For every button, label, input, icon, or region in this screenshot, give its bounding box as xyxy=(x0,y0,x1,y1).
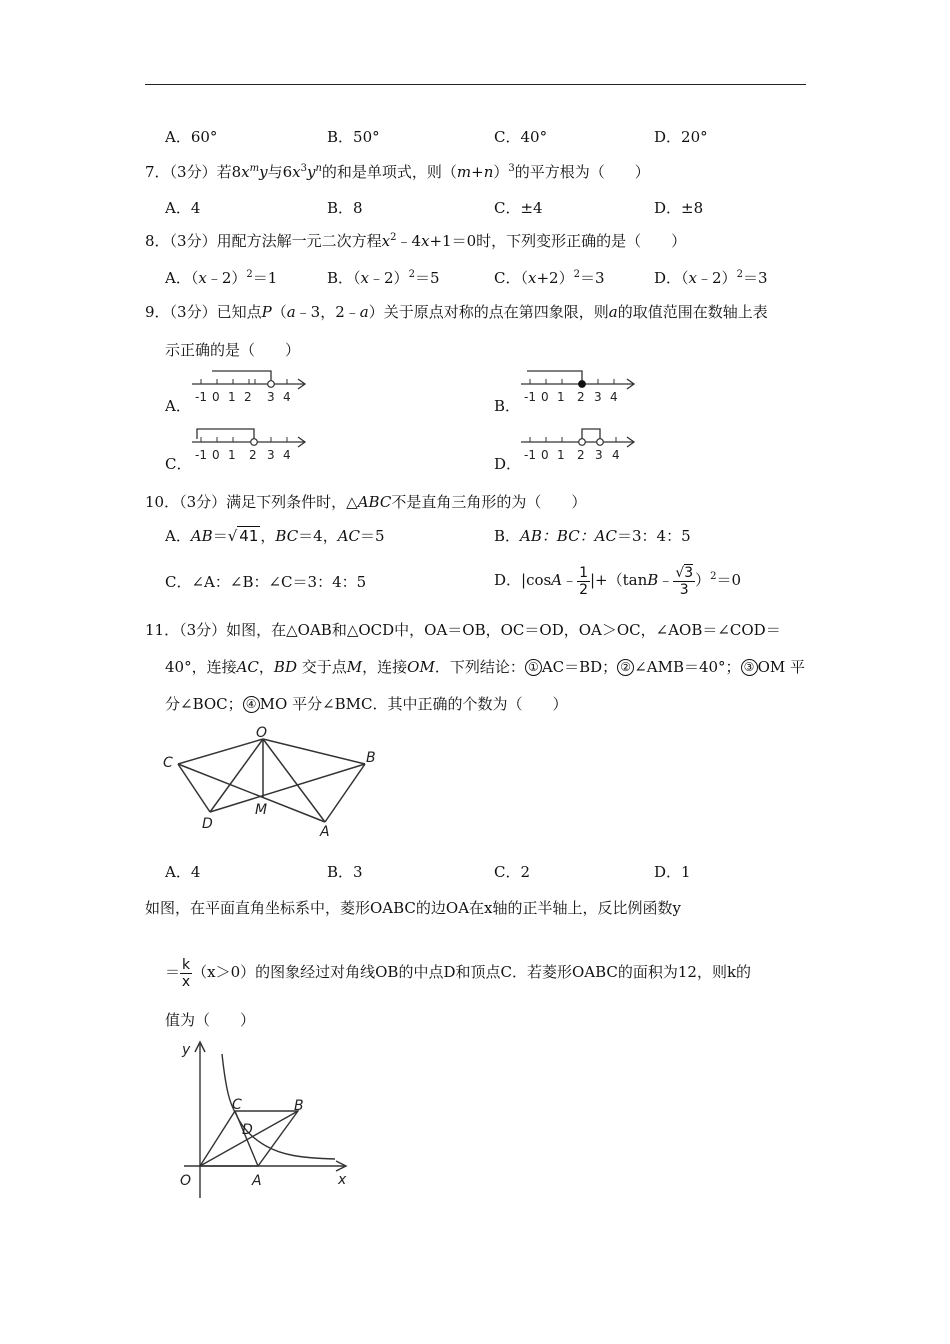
q7-score: （3分） xyxy=(169,163,217,181)
q12-coordinate-figure xyxy=(170,1036,360,1206)
q10-option-a[interactable]: A．AB＝√ 41 ，BC＝4，AC＝5 xyxy=(165,527,385,545)
point-label-d: D xyxy=(202,816,213,832)
point-label-o: O xyxy=(180,1173,192,1189)
svg-text:4: 4 xyxy=(610,390,618,404)
q11-geometry-figure xyxy=(160,722,385,840)
point-label-m: M xyxy=(255,802,268,818)
q11-option-c[interactable]: C．2 xyxy=(494,863,531,881)
q10-option-b[interactable]: B．AB：BC：AC＝3：4：5 xyxy=(494,527,691,545)
q12-stem-line3: 值为（ ） xyxy=(165,1011,256,1029)
q9-numberline-b[interactable] xyxy=(519,366,639,406)
point-label-b: B xyxy=(294,1098,304,1114)
svg-text:3: 3 xyxy=(267,448,275,462)
solution-range xyxy=(527,371,582,381)
q11-stem-line3: 分∠BOC； ④ MO 平分∠BMC．其中正确的个数为（ ） xyxy=(165,695,568,713)
q6-option-b[interactable]: B．50° xyxy=(327,128,380,146)
q8-option-c[interactable]: C．$(x+2)^2=3$ xyxy=(494,269,605,287)
open-point xyxy=(597,439,604,446)
point-label-a: A xyxy=(320,824,330,840)
svg-text:3: 3 xyxy=(594,390,602,404)
point-label-c: C xyxy=(232,1097,242,1113)
svg-text:0: 0 xyxy=(541,390,549,404)
solution-range xyxy=(582,429,600,439)
q7-stem: 7．（3分）若$8x^my$与$6x^3y^n$的和是单项式，则$(m+n)^3$的平方根为（ ） xyxy=(145,163,650,181)
svg-text:4: 4 xyxy=(283,390,291,404)
q7-option-b[interactable]: B．8 xyxy=(327,199,363,217)
svg-text:2: 2 xyxy=(244,390,252,404)
q9-numberline-a[interactable] xyxy=(190,366,310,406)
svg-text:4: 4 xyxy=(612,448,620,462)
q11-option-a[interactable]: A．4 xyxy=(165,863,201,881)
closed-point xyxy=(579,381,586,388)
svg-text:1: 1 xyxy=(557,390,565,404)
q11-stem: 11．（3分）如图，在△OAB和△OCD中，OA＝OB，OC＝OD，OA＞OC，∠AOB＝∠COD＝ xyxy=(145,621,781,639)
solution-range xyxy=(212,371,271,381)
diagonal-ob xyxy=(200,1111,298,1166)
q7-option-d[interactable]: D．±8 xyxy=(654,199,704,217)
q8-option-b[interactable]: B．（x﹣2）$^2$＝5 xyxy=(327,269,440,287)
sqrt-41: √ 41 xyxy=(227,527,259,545)
q9-stem-line2: 示正确的是（ ） xyxy=(165,341,301,359)
q7-option-a[interactable]: A．4 xyxy=(165,199,201,217)
svg-text:2: 2 xyxy=(577,390,585,404)
svg-text:1: 1 xyxy=(228,390,236,404)
svg-text:-1: -1 xyxy=(195,448,207,462)
q6-option-a[interactable]: A．60° xyxy=(165,128,218,146)
q9-option-c-label[interactable]: C． xyxy=(165,455,192,473)
point-label-b: B xyxy=(366,750,376,766)
q10-stem: 10．（3分）满足下列条件时，△ABC不是直角三角形的为（ ） xyxy=(145,493,587,511)
q11-stem-line2: 40°，连接AC，BD 交于点M，连接OM．下列结论： ① AC＝BD； ② ∠AMB＝40°； ③ OM 平 xyxy=(165,658,805,676)
point-label-a: A xyxy=(252,1173,262,1189)
q6-option-d[interactable]: D．20° xyxy=(654,128,708,146)
fraction-sqrt3-over-3: $\frac{√3}{3}$ xyxy=(675,564,694,598)
tick-label: -1 xyxy=(195,390,207,404)
q7-number: 7． xyxy=(145,163,170,181)
q8-option-d[interactable]: D．（x﹣2）$^2$＝3 xyxy=(654,269,768,287)
svg-text:1: 1 xyxy=(557,448,565,462)
svg-text:2: 2 xyxy=(249,448,257,462)
open-point xyxy=(251,439,258,446)
point-label-c: C xyxy=(163,755,173,771)
q8-option-a[interactable]: A．（x﹣2）$^2$＝1 xyxy=(165,269,278,287)
q12-stem: 如图，在平面直角坐标系中，菱形OABC的边OA在x轴的正半轴上，反比例函数y xyxy=(145,899,681,917)
q9-stem: 9．（3分）已知点P（a﹣3，2﹣a）关于原点对称的点在第四象限，则a的取值范围在数轴上表 xyxy=(145,303,768,321)
fraction-k-over-x: $\frac{k}{x}$ xyxy=(181,956,191,990)
svg-text:0: 0 xyxy=(212,390,220,404)
point-label-o: O xyxy=(256,725,268,741)
open-point xyxy=(268,381,275,388)
svg-text:1: 1 xyxy=(228,448,236,462)
fraction-one-half: $\frac{1}{2}$ xyxy=(579,564,588,598)
q11-option-b[interactable]: B．3 xyxy=(327,863,363,881)
q8-stem: 8．（3分）用配方法解一元二次方程$x^2﹣4x+1=0$时，下列变形正确的是（ ） xyxy=(145,232,687,250)
q9-option-a-label[interactable]: A． xyxy=(165,397,191,415)
svg-text:2: 2 xyxy=(577,448,585,462)
svg-text:0: 0 xyxy=(212,448,220,462)
q12-stem-line2: ＝ $\frac{k}{x}$ （x＞0）的图象经过对角线OB的中点D和顶点C．若菱形OABC的面积为12，则k的 xyxy=(165,956,752,990)
svg-text:-1: -1 xyxy=(524,390,536,404)
axis-label-x: x xyxy=(338,1172,347,1188)
solution-range xyxy=(197,429,254,439)
q9-option-b-label[interactable]: B． xyxy=(494,397,521,415)
open-point xyxy=(579,439,586,446)
svg-text:3: 3 xyxy=(595,448,603,462)
q10-option-c[interactable]: C．∠A：∠B：∠C＝3：4：5 xyxy=(165,573,367,591)
axis-label-y: y xyxy=(182,1042,191,1058)
header-rule xyxy=(145,84,806,85)
q9-numberline-c[interactable] xyxy=(190,424,310,464)
q9-numberline-d[interactable] xyxy=(519,424,639,464)
svg-text:3: 3 xyxy=(267,390,275,404)
q9-option-d-label[interactable]: D． xyxy=(494,455,522,473)
svg-text:0: 0 xyxy=(541,448,549,462)
svg-text:-1: -1 xyxy=(524,448,536,462)
q6-option-c[interactable]: C．40° xyxy=(494,128,548,146)
q10-option-d[interactable]: D．|cosA﹣ $\frac{1}{2}$ |+（tanB﹣ $\frac{√3}{3}$ ）$^2$＝0 xyxy=(494,564,742,598)
svg-text:4: 4 xyxy=(283,448,291,462)
q7-option-c[interactable]: C．±4 xyxy=(494,199,543,217)
point-label-d: D xyxy=(242,1122,253,1138)
q11-option-d[interactable]: D．1 xyxy=(654,863,691,881)
